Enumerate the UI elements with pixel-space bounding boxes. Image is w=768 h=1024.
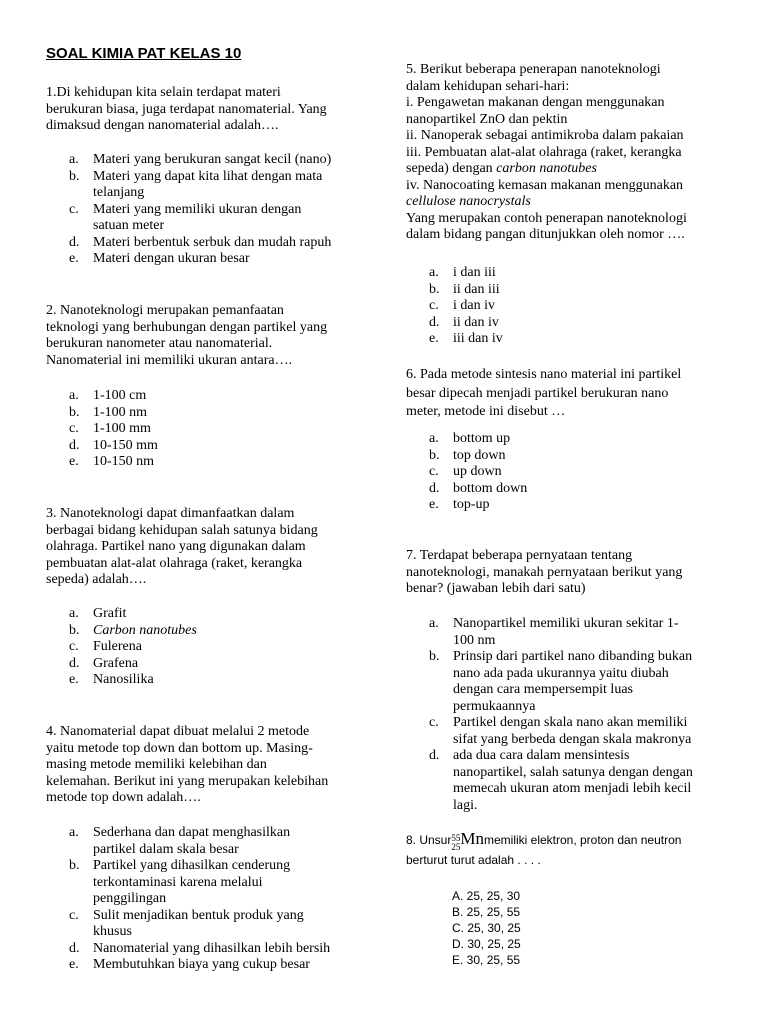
element-symbol: Mn bbox=[460, 829, 484, 848]
option[interactable]: e. Membutuhkan biaya yang cukup besar bbox=[69, 957, 310, 972]
option[interactable]: E. 30, 25, 55 bbox=[452, 953, 521, 967]
option[interactable]: d. Materi berbentuk serbuk dan mudah rapuh bbox=[69, 234, 332, 250]
option[interactable]: a. i dan iii bbox=[429, 265, 496, 280]
option[interactable]: b. top down bbox=[429, 447, 506, 463]
option[interactable]: c. Materi yang memiliki ukuran dengan satuan meter bbox=[69, 201, 302, 233]
option[interactable]: c. Partikel dengan skala nano akan memiliki sifat yang berbeda dengan skala makronya bbox=[429, 715, 692, 747]
question-4-options bbox=[69, 825, 369, 974]
option[interactable]: e. 10-150 nm bbox=[69, 454, 155, 469]
option[interactable]: b. 1-100 nm bbox=[69, 404, 148, 420]
option[interactable]: e. Nanosilika bbox=[69, 672, 154, 687]
question-3-options bbox=[69, 606, 197, 689]
question-2-options bbox=[69, 388, 158, 471]
question-8: 8. Unsur55 25Mnmemiliki elektron, proton dan neutron berturut turut adalah . . . . bbox=[406, 829, 682, 867]
isotope-numbers: 55 25 bbox=[451, 833, 461, 852]
question-5-options bbox=[429, 265, 503, 348]
option[interactable]: a. Sederhana dan dapat menghasilkan partikel dalam skala besar bbox=[69, 825, 291, 857]
question-1-options bbox=[69, 152, 369, 268]
option[interactable]: d. bottom down bbox=[429, 480, 528, 496]
option[interactable]: C. 25, 30, 25 bbox=[452, 921, 521, 935]
question-8-options bbox=[452, 888, 521, 968]
question-5: 5. Berikut beberapa penerapan nanoteknologi dalam kehidupan sehari-hari: i. Pengawetan makanan dengan menggunakan nanopartikel ZnO dan pektin ii. Nanoperak sebagai antimikroba dalam pakaian iii. Pembuatan alat-alat olahraga (raket, kerangka sepeda) dengan carbon nanotubes iv. Nanocoating kemasan makanan menggunakan cellulose nanocrystals Yang merupakan contoh penerapan nanoteknologi dalam bidang pangan ditunjukkan oleh nomor …. bbox=[406, 62, 687, 242]
option[interactable]: a. bottom up bbox=[429, 431, 511, 446]
option[interactable]: b. ii dan iii bbox=[429, 281, 500, 297]
question-6: 6. Pada metode sintesis nano material ini partikel besar dipecah menjadi partikel berukuran nano meter, metode ini disebut … bbox=[406, 367, 682, 419]
question-4: 4. Nanomaterial dapat dibuat melalui 2 metode yaitu metode top down dan bottom up. Masing- masing metode memiliki kelebihan dan kelemahan. Berikut ini yang merupakan kelebihan metode top down adalah…. bbox=[46, 724, 329, 805]
option[interactable]: e. Materi dengan ukuran besar bbox=[69, 251, 250, 266]
option[interactable]: d. 10-150 mm bbox=[69, 437, 158, 453]
question-3: 3. Nanoteknologi dapat dimanfaatkan dalam berbagai bidang kehidupan salah satunya bidang olahraga. Partikel nano yang digunakan dalam pembuatan alat-alat olahraga (raket, kerangka sepeda) adalah…. bbox=[46, 506, 318, 587]
question-1: 1.Di kehidupan kita selain terdapat materi berukuran biasa, juga terdapat nanomaterial. Yang dimaksud dengan nanomaterial adalah…. bbox=[46, 85, 327, 133]
option[interactable]: e. top-up bbox=[429, 497, 490, 512]
option[interactable]: c. 1-100 mm bbox=[69, 421, 151, 436]
option[interactable]: d. Nanomaterial yang dihasilkan lebih bersih bbox=[69, 940, 331, 956]
option[interactable]: D. 30, 25, 25 bbox=[452, 937, 521, 951]
option[interactable]: a. 1-100 cm bbox=[69, 388, 147, 403]
option[interactable]: c. up down bbox=[429, 464, 502, 479]
option[interactable]: b. Prinsip dari partikel nano dibanding bukan nano ada pada ukurannya yaitu diubah dengan cara mempersempit luas permukaannya bbox=[429, 649, 693, 714]
question-2: 2. Nanoteknologi merupakan pemanfaatan teknologi yang berhubungan dengan partikel yang berukuran nanometer atau nanomaterial. Nanomaterial ini memiliki ukuran antara…. bbox=[46, 303, 328, 368]
option[interactable]: a. Materi yang berukuran sangat kecil (nano) bbox=[69, 152, 332, 167]
question-6-options bbox=[429, 431, 527, 514]
option[interactable]: a. Nanopartikel memiliki ukuran sekitar 1- 100 nm bbox=[429, 616, 679, 648]
option[interactable]: A. 25, 25, 30 bbox=[452, 889, 521, 903]
option[interactable]: e. iii dan iv bbox=[429, 331, 503, 346]
option[interactable]: c. i dan iv bbox=[429, 298, 495, 313]
option[interactable]: b. Materi yang dapat kita lihat dengan mata telanjang bbox=[69, 168, 323, 200]
option[interactable]: c. Fulerena bbox=[69, 639, 142, 654]
question-7: 7. Terdapat beberapa pernyataan tentang nanoteknologi, manakah pernyataan berikut yang benar? (jawaban lebih dari satu) bbox=[406, 548, 683, 596]
option[interactable]: c. Sulit menjadikan bentuk produk yang khusus bbox=[69, 907, 304, 939]
option[interactable]: d. ada dua cara dalam mensintesis nanopartikel, salah satunya dengan dengan memecah ukuran atom menjadi lebih kecil lagi. bbox=[429, 748, 693, 813]
option[interactable]: d. ii dan iv bbox=[429, 314, 499, 330]
option[interactable]: a. Grafit bbox=[69, 606, 127, 621]
page-title: SOAL KIMIA PAT KELAS 10 bbox=[46, 45, 242, 62]
option[interactable]: d. Grafena bbox=[69, 655, 139, 671]
option[interactable]: b. Carbon nanotubes bbox=[69, 622, 197, 638]
option[interactable]: b. Partikel yang dihasilkan cenderung terkontaminasi karena melalui penggilingan bbox=[69, 858, 291, 906]
question-7-options bbox=[429, 616, 729, 814]
option[interactable]: B. 25, 25, 55 bbox=[452, 905, 521, 919]
